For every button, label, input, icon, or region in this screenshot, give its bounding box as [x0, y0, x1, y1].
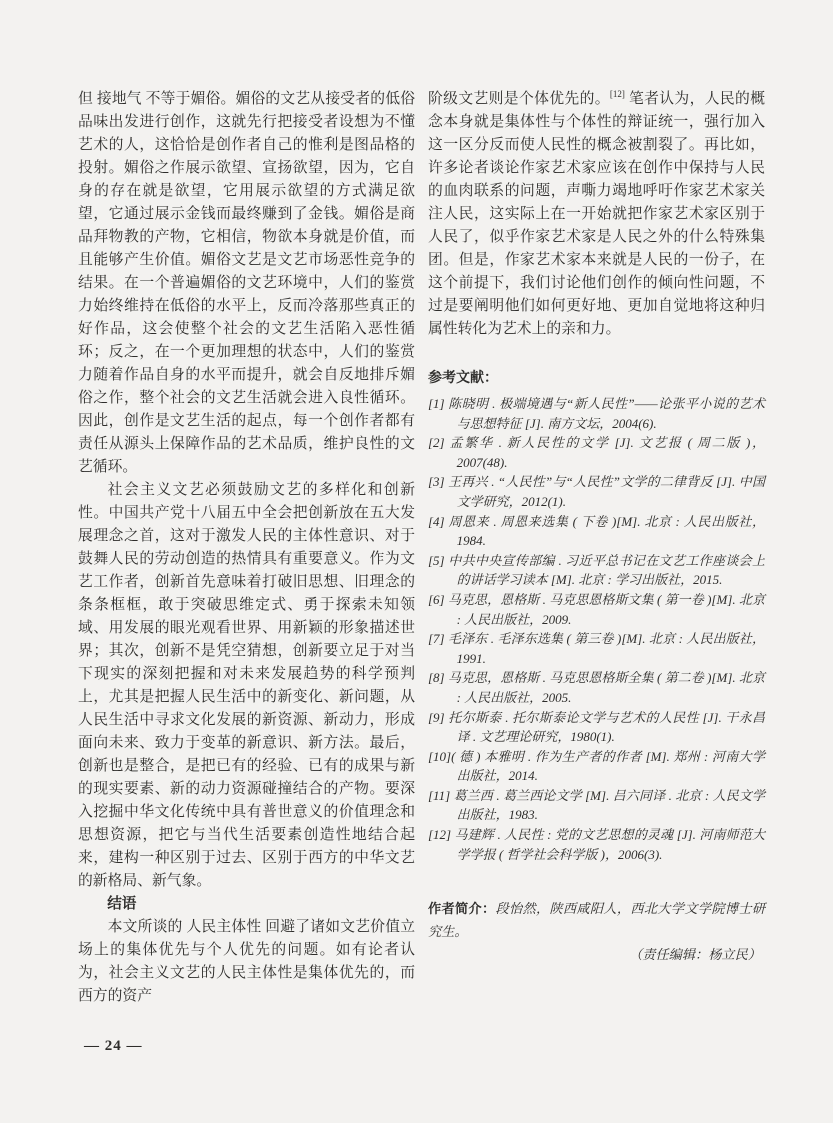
left-column: [78, 88, 415, 1008]
author-bio-label: 作者简介：: [428, 901, 496, 917]
reference-item: [10]( 德 ) 本雅明 . 作为生产者的作者 [M]. 郑州 : 河南大学出版社，2014.: [428, 748, 765, 784]
reference-item: [12] 马建辉 . 人民性 : 党的文艺思想的灵魂 [J]. 河南师范大学学报 ( 哲学社会科学版 )，2006(3).: [428, 827, 765, 862]
reference-item: [6] 马克思，恩格斯 . 马克思恩格斯文集 ( 第一卷 )[M]. 北京 : 人民出版社，2009.: [428, 591, 765, 627]
citation-marker-12: [12]: [609, 89, 625, 100]
reference-item: [8] 马克思，恩格斯 . 马克思恩格斯全集 ( 第二卷 )[M]. 北京 : 人民出版社，2005.: [428, 670, 765, 705]
reference-item: [2] 孟繁华 . 新人民性的文学 [J]. 文艺报 ( 周二版 )，2007(48).: [428, 435, 765, 470]
reference-item: [9] 托尔斯泰 . 托尔斯泰论文学与艺术的人民性 [J]. 干永昌译 . 文艺理论研究，1980(1).: [428, 709, 765, 745]
page-number: — 24 —: [84, 1038, 143, 1054]
right-column: [428, 88, 765, 966]
paragraph-innovation: 社会主义文艺必须鼓励文艺的多样化和创新性。中国共产党十八届五中全会把创新放在五大发展理念之首，这对于激发人民的主体性意识、对于鼓舞人民的劳动创造的热情具有重要意义。作为文艺工作者，创新首先意味着打破旧思想、旧理念的条条框框，敢于突破思维定式、勇于探索未知领域、用发展的眼光观看世界、用新颖的形象描述世界；其次，创新不是凭空猜想，创新要立足于对当下现实的深刻把握和对未来发展趋势的科学预判上，尤其是把握人民生活中的新变化、新问题，从人民生活中寻求文化发展的新资源、新动力，形成面向未来、致力于变革的新意识、新方法。最后，创新也是整合，是把已有的经验、已有的成果与新的现实要素、新的动力资源碰撞结合的产物。要深入挖掘中华文化传统中具有普世意义的价值理念和思想资源，把它与当代生活要素创造性地结合起来，建构一种区别于过去、区别于西方的中华文艺的新格局、新气象。: [78, 482, 415, 889]
reference-item: [3] 王再兴 . “人民性”与“人民性”文学的二律背反 [J]. 中国文学研究，2012(1).: [428, 474, 765, 509]
paragraph-conclusion: 本文所谈的 人民主体性 回避了诸如文艺价值立场上的集体优先与个人优先的问题。如有论者认为，社会主义文艺的人民主体性是集体优先的，而西方的资产: [78, 919, 415, 1004]
paragraph-pre-citation: 阶级文艺则是个体优先的。: [428, 91, 610, 107]
conclusion-heading: 结语: [107, 896, 137, 912]
paragraph-post-citation: 笔者认为，人民的概念本身就是集体性与个体性的辩证统一，强行加入这一区分反而使人民性的概念被割裂了。再比如，许多论者谈论作家艺术家应该在创作中保持与人民的血肉联系的问题，声嘶力竭地呼吁作家艺术家关注人民，这实际上在一开始就把作家艺术家区别于人民了，似乎作家艺术家是人民之外的什么特殊集团。但是，作家艺术家本来就是人民的一份子，在这个前提下，我们讨论他们创作的倾向性问题，不过是要阐明他们如何更好地、更加自觉地将这种归属性转化为艺术上的亲和力。: [428, 91, 765, 337]
reference-item: [7] 毛泽东 . 毛泽东选集 ( 第三卷 )[M]. 北京 : 人民出版社，1991.: [428, 631, 765, 666]
paragraph-people-concept: [428, 88, 765, 341]
reference-item: [11] 葛兰西 . 葛兰西论文学 [M]. 吕六同译 . 北京 : 人民文学出版社，1983.: [428, 787, 765, 823]
editor-note: （责任编辑：杨立民）: [629, 947, 761, 963]
references-heading: 参考文献：: [428, 369, 498, 385]
author-bio: [428, 897, 765, 943]
author-block: [428, 897, 765, 966]
references-list: [428, 394, 765, 864]
reference-item: [4] 周恩来 . 周恩来选集 ( 下卷 )[M]. 北京 : 人民出版社，1984.: [428, 513, 765, 549]
paragraph-kitsch: 但 接地气 不等于媚俗。媚俗的文艺从接受者的低俗品味出发进行创作，这就先行把接受者设想为不懂艺术的人，这恰恰是创作者自己的惟利是图品格的投射。媚俗之作展示欲望、宣扬欲望，因为，它自身的存在就是欲望，它用展示欲望的方式满足欲望，它通过展示金钱而最终赚到了金钱。媚俗是商品拜物教的产物，它相信，物欲本身就是价值，而且能够产生价值。媚俗文艺是文艺市场恶性竞争的结果。在一个普遍媚俗的文艺环境中，人们的鉴赏力始终维持在低俗的水平上，反而冷落那些真正的好作品，这会使整个社会的文艺生活陷入恶性循环；反之，在一个更加理想的状态中，人们的鉴赏力随着作品自身的水平而提升，就会自反地排斥媚俗之作，整个社会的文艺生活就会进入良性循环。因此，创作是文艺生活的起点，每一个创作者都有责任从源头上保障作品的艺术品质，维护良性的文艺循环。: [78, 91, 415, 475]
author-bio-text: 段怡然，陕西咸阳人，西北大学文学院博士研究生。: [428, 901, 766, 940]
reference-item: [1] 陈晓明 . 极端境遇与“新人民性”——论张平小说的艺术与思想特征 [J]. 南方文坛，2004(6).: [428, 396, 765, 431]
reference-item: [5] 中共中央宣传部编 . 习近平总书记在文艺工作座谈会上的讲话学习读本 [M]. 北京 : 学习出版社，2015.: [428, 552, 765, 588]
